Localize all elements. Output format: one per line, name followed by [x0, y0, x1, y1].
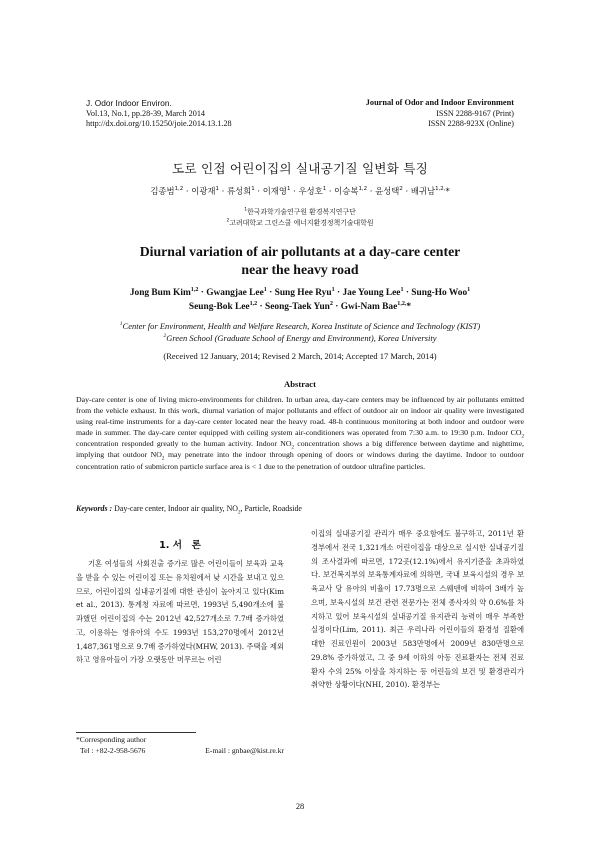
- issn-print: ISSN 2288-9167 (Print): [436, 108, 514, 118]
- corresponding-author-footnote: [76, 735, 284, 756]
- doi-link[interactable]: http://dx.doi.org/10.15250/joie.2014.13.1.28: [86, 119, 232, 129]
- keywords-label: Keywords :: [76, 504, 113, 513]
- korean-authors: 김종범$^{1,2}$ · 이광재$^1$ · 류성희$^1$ · 이재영$^1$ · 우성호$^1$ · 이승복$^{1,2}$ · 윤성택$^2$ · 배귀남$^{1,2,}$*: [150, 186, 450, 196]
- english-authors: [0, 286, 600, 314]
- english-title-line-2: near the heavy road: [241, 262, 359, 277]
- english-affiliation-2: $^2$Green School (Graduate School of Energy and Environment), Korea University: [163, 333, 437, 343]
- page-number: 28: [295, 802, 305, 811]
- abstract-heading: Abstract: [284, 379, 316, 389]
- issn-online: ISSN 2288-923X (Online): [428, 119, 514, 129]
- body-column-left: 기혼 여성들의 사회진출 증가로 많은 어린이들이 보육과 교육을 받을 수 있는 어린이집 또는 유치원에서 낮 시간을 보내고 있으므로, 어린이집의 실내공기질에 대한 관심이 높아지고 있다(Kim et al., 2013). 통계청 자료에 따르면, 1993년 5,490개소에 불과했던 어린이집의 수는 2012년 42,527개소로 7.7배 증가하였고, 이용하는 영유아의 수도 1993년 153,270명에서 2012년 1,487,361명으로 9.7배 증가하였다(MHW, 2013). 주택을 제외하고 영유아들이 가장 오랫동안 머무르는 어린: [76, 559, 284, 665]
- keywords: [76, 504, 524, 516]
- english-authors-line-1: Jong Bum Kim$^{1,2}$ · Gwangjae Lee$^1$ · Sung Hee Ryu$^1$ · Jae Young Lee$^1$ · Sung-Ho Woo$^1$: [129, 286, 471, 298]
- english-affiliation-1: $^1$Center for Environment, Health and Welfare Research, Korea Institute of Science and Technology (KIST): [119, 321, 481, 331]
- journal-short-name: J. Odor Indoor Environ.: [86, 98, 172, 108]
- author-email[interactable]: E-mail : gnbae@kist.re.kr: [205, 745, 284, 755]
- english-authors-line-2: Seung-Bok Lee$^{1,2}$ · Seong-Taek Yun$^2$ · Gwi-Nam Bae$^{1,2,}$*: [188, 300, 412, 312]
- author-telephone: Tel : +82-2-958-5676: [80, 745, 146, 755]
- korean-affiliations: [0, 207, 600, 229]
- korean-title: 도로 인접 어린이집의 실내공기질 일변화 특징: [172, 161, 428, 176]
- keywords-list: Day-care center, Indoor air quality, $NO_2$, Particle, Roadside: [112, 504, 302, 516]
- body-column-right: 이집의 실내공기질 관리가 매우 중요함에도 불구하고, 2011년 환경부에서 전국 1,321개소 어린이집을 대상으로 실시한 실내공기질의 조사결과에 따르면, 172곳(12.1%)에서 유지기준을 초과하였다. 보건복지부의 보육통계자료에 의하면, 국내 보육시설의 경우 보육교사 당 유아의 비율이 17.73명으로 스웨덴에 비하여 3배가 높으며, 보육시설의 보건 관련 전문가는 전체 종사자의 약 0.6%를 차지하고 있어 보육시설의 실내공기질 유지관리 능력이 매우 부족한 실정이다(Lim, 2011). 최근 우리나라 어린이들의 환경성 질환에 대한 진료인원이 2003년 583만명에서 2009년 830만명으로 29.8% 증가하였고, 그 중 9세 이하의 아동 진료환자는 전체 진료환자 수의 25% 이상을 차지하는 등 어린들의 보건 및 환경관리가 취약한 상황이다(NHI, 2010). 환경부는: [311, 529, 524, 690]
- korean-affiliation-2: $^2$고려대학교 그린스쿨 에너지환경정책기술대학원: [226, 218, 374, 227]
- volume-issue: Vol.13, No.1, pp.28-39, March 2014: [86, 108, 206, 118]
- journal-full-name: Journal of Odor and Indoor Environment: [365, 98, 514, 107]
- journal-header-right: [366, 98, 514, 130]
- english-title: [0, 243, 600, 279]
- section-title-introduction: 1. 서 론: [159, 540, 201, 551]
- korean-affiliation-1: $^1$한국과학기술연구원 환경복지연구단: [244, 207, 356, 216]
- received-dates: (Received 12 January, 2014; Revised 2 March, 2014; Accepted 17 March, 2014): [163, 351, 437, 361]
- abstract-body: Day-care center is one of living micro-environments for children. In urban area, day-care centers may be influenced by air pollutants emitted from the vehicle exhaust. In this work, diurnal variation of major pollutants and effect of outdoor air on indoor air quality were investigated using real-time instruments for a day-care center located near the heavy road. 48-h continuous monitoring at both indoor and outdoor were made in summer. The day-care center equipped with ceiling system air-conditioners was operated from 7:30 a.m. to 19:30 p.m. Indoor $CO_2$ concentration responded greatly to the human activity. Indoor $NO_2$ concentration shows a big difference between daytime and nighttime, implying that outdoor $NO_2$ may penetrate into the indoor through opening of doors or windows during the daytime. Indoor to outdoor concentration ratio of submicron particle surface area is < 1 due to the penetration of outdoor ultrafine particles.: [76, 395, 524, 471]
- footnote-divider: [76, 732, 196, 733]
- english-title-line-1: Diurnal variation of air pollutants at a day-care center: [139, 244, 461, 259]
- english-affiliations: [0, 320, 600, 344]
- corresponding-author-label: *Corresponding author: [76, 735, 147, 744]
- journal-header-left: [86, 98, 232, 130]
